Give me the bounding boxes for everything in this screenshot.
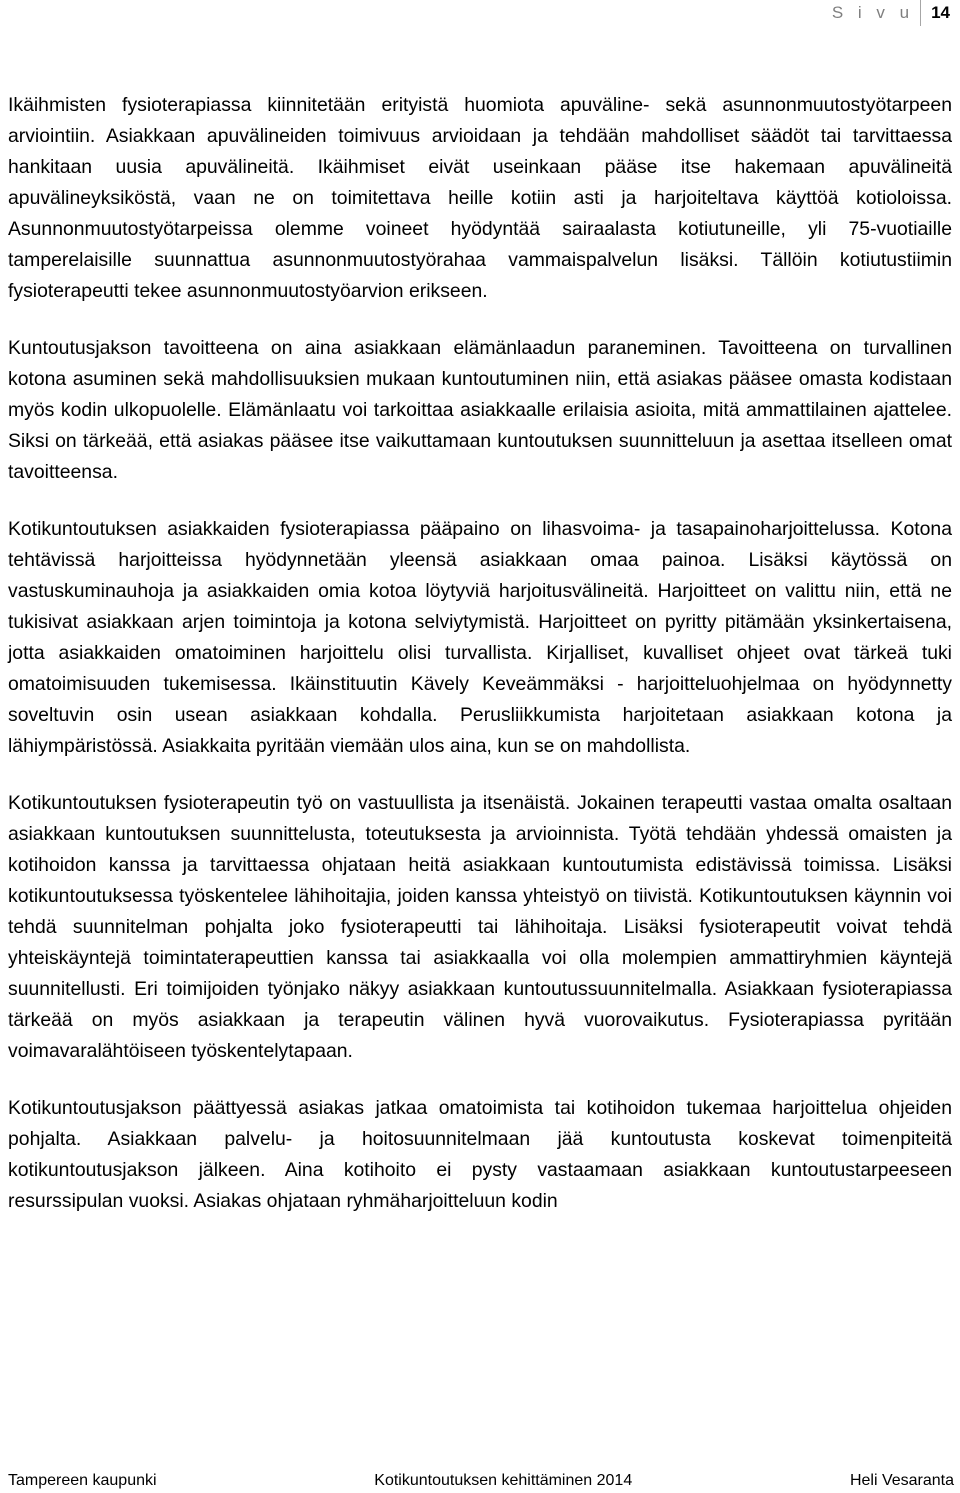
document-body: [8, 90, 952, 1217]
footer-organization: Tampereen kaupunki: [8, 1472, 157, 1489]
paragraph-harjoittelu: Kotikuntoutuksen asiakkaiden fysioterapiassa pääpaino on lihasvoima- ja tasapainoharjoittelussa. Kotona tehtävissä harjoitteissa hyödynnetään yleensä asiakkaan omaa painoa. Lisäksi käytössä on vastuskuminauhoja ja asiakkaiden omia kotoa löytyviä harjoitusvälineitä. Harjoitteet on valittu niin, että ne tukisivat asiakkaan arjen toimintoja ja kotona selviytymistä. Harjoitteet on pyritty pitämään yksinkertaisena, jotta asiakkaiden omatoiminen harjoittelu olisi turvallista. Kirjalliset, kuvalliset ohjeet ovat tärkeä tuki omatoimisuuden tukemisessa. Ikäinstituutin Kävely Keveämmäksi - harjoitteluohjelmaa on hyödynnetty soveltuvin osin usean asiakkaan kohdalla. Perusliikkumista harjoitetaan asiakkaan kotona ja lähiympäristössä. Asiakkaita pyritään viemään ulos aina, kun se on mahdollista.: [8, 518, 952, 757]
page-footer: [8, 1471, 954, 1491]
header-divider: [920, 0, 921, 26]
page-number: 14: [931, 3, 950, 22]
footer-document-title: Kotikuntoutuksen kehittäminen 2014: [374, 1472, 633, 1489]
paragraph-fysioterapeutin-tyo: Kotikuntoutuksen fysioterapeutin työ on vastuullista ja itsenäistä. Jokainen terapeutti vastaa omalta osaltaan asiakkaan kuntoutuksen suunnittelusta, toteutuksesta ja arvioinnista. Työtä tehdään yhdessä omaisten ja kotihoidon kanssa ja tarvittaessa ohjataan heitä asiakkaan kuntoutumista edistävissä toimissa. Lisäksi kotikuntoutuksessa työskentelee lähihoitajia, joiden kanssa yhteistyö on tiivistä. Kotikuntoutuksen käynnin voi tehdä suunnitelman pohjalta joko fysioterapeutti tai lähihoitaja. Lisäksi fysioterapeutit voivat tehdä yhteiskäyntejä toimintaterapeuttien kanssa tai asiakkaalla voi olla molempien ammattiryhmien käyntejä suunnitellusti. Eri toimijoiden työnjako näkyy asiakkaan kuntoutussuunnitelmalla. Asiakkaan fysioterapiassa tärkeää on myös asiakkaan ja terapeutin välinen hyvä vuorovaikutus. Fysioterapiassa pyritään voimavaralähtöiseen työskentelytapaan.: [8, 792, 952, 1062]
paragraph-jakson-paattyminen: Kotikuntoutusjakson päättyessä asiakas jatkaa omatoimista tai kotihoidon tukemaa harjoittelua ohjeiden pohjalta. Asiakkaan palvelu- ja hoitosuunnitelmaan jää kuntoutusta koskevat toimenpiteitä kotikuntoutusjakson jälkeen. Aina kotihoito ei pysty vastaamaan asiakkaan kuntoutustarpeeseen resurssipulan vuoksi. Asiakas ohjataan ryhmäharjoitteluun kodin: [8, 1097, 952, 1212]
page-header: [832, 0, 950, 26]
page-label: S i v u: [831, 3, 915, 22]
footer-author: Heli Vesaranta: [849, 1472, 954, 1489]
paragraph-apuvalineet: Ikäihmisten fysioterapiassa kiinnitetään erityistä huomiota apuväline- sekä asunnonmuutostyötarpeen arviointiin. Asiakkaan apuvälineiden toimivuus arvioidaan ja tehdään mahdolliset säädöt tai tarvittaessa hankitaan uusia apuvälineitä. Ikäihmiset eivät useinkaan pääse itse hakemaan apuvälineitä apuvälineyksiköstä, vaan ne on toimitettava heille kotiin asti ja harjoiteltava käyttöä kotioloissa. Asunnonmuutostyötarpeissa olemme voineet hyödyntää sairaalasta kotiutuneille, yli 75-vuotiaille tamperelaisille suunnattua asunnonmuutostyörahaa vammaispalvelun lisäksi. Tällöin kotiutustiimin fysioterapeutti tekee asunnonmuutostyöarvion erikseen.: [8, 94, 952, 302]
paragraph-tavoitteet: Kuntoutusjakson tavoitteena on aina asiakkaan elämänlaadun paraneminen. Tavoitteena on turvallinen kotona asuminen sekä mahdollisuuksien mukaan kuntoutuminen niin, että asiakas pääsee omasta kodistaan myös kodin ulkopuolelle. Elämänlaatu voi tarkoittaa asiakkaalle erilaisia asioita, mitä ammattilainen ajattelee. Siksi on tärkeää, että asiakas pääsee itse vaikuttamaan kuntoutuksen suunnitteluun ja asettaa itselleen omat tavoitteensa.: [8, 337, 952, 483]
